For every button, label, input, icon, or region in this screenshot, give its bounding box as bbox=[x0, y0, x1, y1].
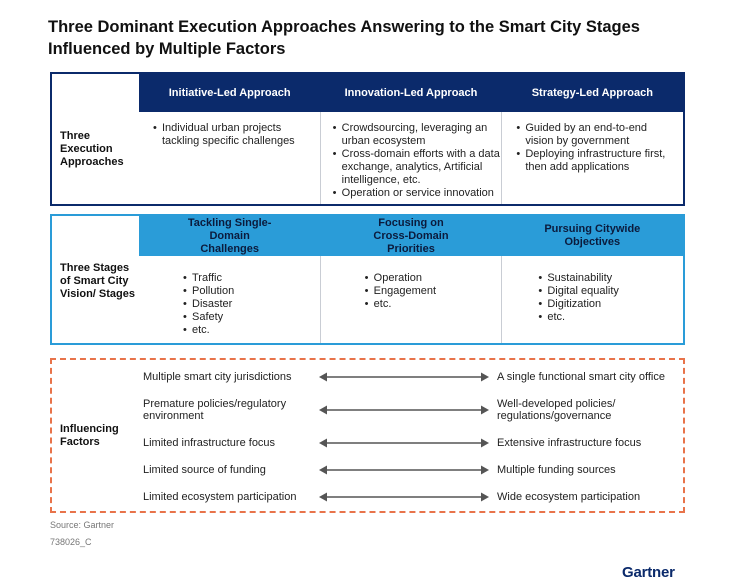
strategy-led-header: Strategy-Led Approach bbox=[531, 86, 653, 99]
factor-right: Wide ecosystem participation bbox=[497, 491, 641, 503]
double-arrow-icon bbox=[319, 371, 489, 383]
factor-row bbox=[52, 458, 683, 482]
factor-left: Limited infrastructure focus bbox=[143, 437, 276, 449]
list-item: • Operation bbox=[365, 272, 485, 285]
double-arrow-icon bbox=[319, 464, 489, 476]
smart-city-stages-label: Three Stages of Smart City Vision/ Stages bbox=[60, 262, 135, 300]
list-item: • Digital equality bbox=[538, 285, 668, 298]
smart-city-stages-header bbox=[139, 216, 683, 256]
citywide-header: Pursuing Citywide Objectives bbox=[544, 223, 641, 248]
list-item: • Traffic bbox=[183, 272, 303, 285]
list-item: • etc. bbox=[183, 324, 303, 337]
cross-domain-header: Focusing on Cross-Domain Priorities bbox=[373, 216, 449, 255]
initiative-led-header: Initiative-Led Approach bbox=[168, 86, 291, 99]
list-item: • Operation or service innovation bbox=[333, 187, 503, 200]
innovation-led-header: Innovation-Led Approach bbox=[344, 86, 478, 99]
initiative-led-column bbox=[139, 112, 320, 204]
factor-left: Multiple smart city jurisdictions bbox=[143, 371, 292, 383]
source-note: Source: Gartner bbox=[50, 520, 115, 530]
factor-left: Limited source of funding bbox=[143, 464, 266, 476]
factor-left: Limited ecosystem participation bbox=[143, 491, 297, 503]
list-item: • Deploying infrastructure first, then add applications bbox=[516, 148, 676, 174]
strategy-led-column bbox=[501, 112, 683, 204]
list-item: • Digitization bbox=[538, 298, 668, 311]
list-item: • Disaster bbox=[183, 298, 303, 311]
single-domain-header: Tackling Single-Domain Challenges bbox=[187, 216, 272, 255]
execution-approaches-section bbox=[50, 72, 685, 206]
list-item: • Pollution bbox=[183, 285, 303, 298]
factor-row bbox=[52, 365, 683, 389]
factor-row bbox=[52, 431, 683, 455]
double-arrow-icon bbox=[319, 404, 489, 416]
factor-right: Well-developed policies/ regulations/governance bbox=[497, 398, 616, 422]
list-item: • Crowdsourcing, leveraging an urban ecosystem bbox=[333, 122, 503, 148]
factor-row bbox=[52, 396, 683, 424]
document-code: 738026_C bbox=[50, 537, 92, 547]
list-item: • Sustainability bbox=[538, 272, 668, 285]
list-item: • Safety bbox=[183, 311, 303, 324]
list-item: • Engagement bbox=[365, 285, 485, 298]
diagram-title: Three Dominant Execution Approaches Answering to the Smart City Stages Influenced by Multiple Factors bbox=[48, 18, 640, 58]
smart-city-stages-section bbox=[50, 214, 685, 345]
single-domain-column bbox=[139, 256, 320, 343]
factor-right: Multiple funding sources bbox=[497, 464, 616, 476]
list-item: • Individual urban projects tackling specific challenges bbox=[153, 122, 313, 148]
list-item: • Guided by an end-to-end vision by government bbox=[516, 122, 676, 148]
cross-domain-column bbox=[320, 256, 502, 343]
list-item: • Cross-domain efforts with a data exchange, analytics, Artificial intelligence, etc. bbox=[333, 148, 503, 187]
double-arrow-icon bbox=[319, 437, 489, 449]
double-arrow-icon bbox=[319, 491, 489, 503]
influencing-factors-section bbox=[50, 358, 685, 513]
factor-left: Premature policies/regulatory environment bbox=[143, 398, 287, 422]
factor-right: A single functional smart city office bbox=[497, 371, 665, 383]
execution-approaches-header bbox=[139, 74, 683, 112]
list-item: • etc. bbox=[538, 311, 668, 324]
factor-right: Extensive infrastructure focus bbox=[497, 437, 642, 449]
factor-row bbox=[52, 485, 683, 509]
influencing-factors-label: Influencing Factors bbox=[60, 422, 119, 448]
list-item: • etc. bbox=[365, 298, 485, 311]
innovation-led-column bbox=[320, 112, 502, 204]
gartner-logo: Gartner bbox=[622, 564, 675, 581]
citywide-column bbox=[501, 256, 683, 343]
execution-approaches-label: Three Execution Approaches bbox=[60, 129, 124, 168]
